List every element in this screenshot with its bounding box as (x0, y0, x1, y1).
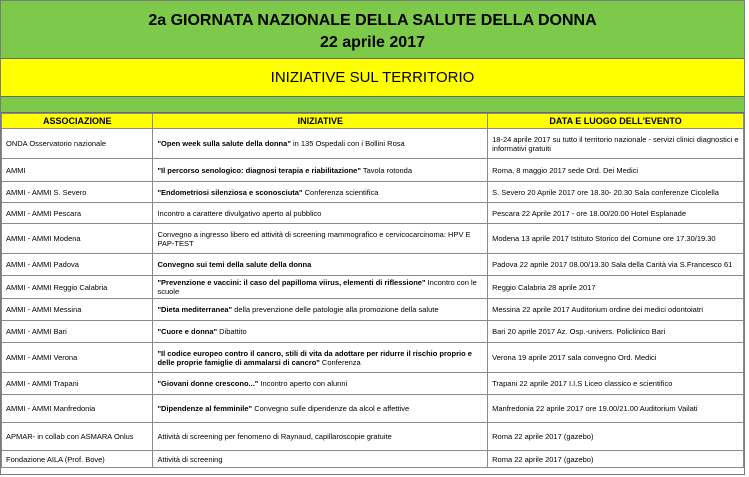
initiative-title: "Prevenzione e vaccini: il caso del papilloma viirus, elementi di riflessione" (157, 278, 426, 287)
association-cell: AMMI - AMMI Pescara (2, 203, 153, 224)
table-row (2, 395, 744, 423)
association-cell: AMMI - AMMI Modena (2, 224, 153, 254)
association-cell: AMMI - AMMI Bari (2, 321, 153, 343)
initiative-description: Convegno sulle dipendenze da alcol e affettive (252, 404, 410, 413)
event-cell: Bari 20 aprile 2017 Az. Osp.-univers. Policlinico Bari (488, 321, 744, 343)
initiative-title: "Dipendenze al femminile" (157, 404, 253, 413)
event-cell: Reggio Calabria 28 aprile 2017 (488, 276, 744, 299)
header-data-luogo: DATA E LUOGO DELL'EVENTO (488, 114, 744, 129)
table-row (2, 276, 744, 299)
table-row (2, 224, 744, 254)
association-cell: ONDA Osservatorio nazionale (2, 129, 153, 159)
table-header-row (2, 114, 744, 129)
event-cell: Trapani 22 aprile 2017 I.I.S Liceo classico e scientifico (488, 373, 744, 395)
initiative-cell (153, 129, 488, 159)
initiative-description: Attività di screening (157, 454, 223, 464)
event-cell: Manfredonia 22 aprile 2017 ore 19.00/21.00 Auditorium Vailati (488, 395, 744, 423)
initiative-description: Attività di screening per fenomeno di Raynaud, capillaroscopie gratuite (157, 432, 392, 441)
initiative-cell (153, 182, 488, 203)
initiative-cell (153, 451, 488, 468)
initiative-cell (153, 373, 488, 395)
initiative-title: "Giovani donne crescono..." (157, 379, 259, 388)
initiative-cell (153, 423, 488, 451)
initiative-description: in 135 Ospedali con i Bollini Rosa (290, 139, 405, 148)
initiative-title: Convegno sui temi della salute della donna (157, 260, 312, 269)
page-title: 2a GIORNATA NAZIONALE DELLA SALUTE DELLA DONNA (148, 12, 597, 29)
association-cell: AMMI - AMMI Verona (2, 343, 153, 373)
association-cell: APMAR- in collab con ASMARA Onlus (2, 423, 153, 451)
subtitle-banner (1, 59, 744, 97)
green-divider (1, 97, 744, 113)
initiative-description: Conferenza scientifica (302, 187, 379, 197)
initiative-cell (153, 203, 488, 224)
initiative-description: Dibattito (217, 327, 247, 336)
initiatives-table (1, 113, 744, 468)
initiative-description: Convegno a ingresso libero ed attività di screening mammografico e cervicocarcinoma: HPV E PAP-TEST (157, 229, 471, 248)
initiative-cell (153, 395, 488, 423)
table-row (2, 373, 744, 395)
table-row (2, 159, 744, 182)
initiative-description: Incontro a carattere divulgativo aperto al pubblico (157, 208, 322, 218)
initiative-title: "Open week sulla salute della donna" (157, 139, 291, 148)
association-cell: AMMI - AMMI S. Severo (2, 182, 153, 203)
event-cell: Roma, 8 maggio 2017 sede Ord. Dei Medici (488, 159, 744, 182)
event-cell: Roma 22 aprile 2017 (gazebo) (488, 423, 744, 451)
association-cell: AMMI - AMMI Messina (2, 299, 153, 321)
initiative-cell (153, 224, 488, 254)
initiative-cell (153, 159, 488, 182)
initiative-cell (153, 343, 488, 373)
association-cell: AMMI - AMMI Manfredonia (2, 395, 153, 423)
initiative-description: della prevenzione delle patologie alla promozione della salute (232, 305, 439, 314)
table-row (2, 451, 744, 468)
initiative-title: "Il percorso senologico: diagnosi terapia e riabilitazione" (157, 165, 361, 175)
initiative-cell (153, 254, 488, 276)
event-cell: S. Severo 20 Aprile 2017 ore 18.30- 20.30 Sala conferenze Cicolella (488, 182, 744, 203)
event-cell: Messina 22 aprile 2017 Auditorium ordine dei medici odontoiatri (488, 299, 744, 321)
association-cell: AMMI (2, 159, 153, 182)
table-row (2, 254, 744, 276)
initiative-title: "Cuore e donna" (157, 327, 218, 336)
association-cell: AMMI - AMMI Reggio Calabria (2, 276, 153, 299)
table-row (2, 182, 744, 203)
table-row (2, 129, 744, 159)
initiative-cell (153, 299, 488, 321)
initiative-description: Conferenza (319, 357, 361, 367)
table-row (2, 321, 744, 343)
page-subtitle: INIZIATIVE SUL TERRITORIO (270, 69, 475, 86)
event-cell: Verona 19 aprile 2017 sala convegno Ord. Medici (488, 343, 744, 373)
table-row (2, 343, 744, 373)
initiative-title: "Dieta mediterranea" (157, 305, 233, 314)
association-cell: AMMI - AMMI Trapani (2, 373, 153, 395)
page-date: 22 aprile 2017 (320, 34, 425, 51)
initiative-description: Tavola rotonda (360, 165, 413, 175)
table-row (2, 203, 744, 224)
event-cell: Padova 22 aprile 2017 08.00/13.30 Sala della Carità via S.Francesco 61 (488, 254, 744, 276)
association-cell: Fondazione AILA (Prof. Bove) (2, 451, 153, 468)
initiative-cell (153, 276, 488, 299)
initiative-title: "Il codice europeo contro il cancro, stili di vita da adottare per ridurre il rischio proprio e delle proprie famiglie di ammalarsi di cancro" (157, 348, 472, 367)
initiative-cell (153, 321, 488, 343)
title-banner (1, 1, 744, 59)
header-associazione: ASSOCIAZIONE (2, 114, 153, 129)
header-iniziative: INIZIATIVE (153, 114, 488, 129)
event-cell: Pescara 22 Aprile 2017 - ore 18.00/20.00 Hotel Esplanade (488, 203, 744, 224)
table-row (2, 299, 744, 321)
initiative-description: Incontro con le scuole (157, 278, 477, 296)
table-row (2, 423, 744, 451)
initiative-description: Incontro aperto con alunni (258, 379, 348, 388)
event-cell: Roma 22 aprile 2017 (gazebo) (488, 451, 744, 468)
association-cell: AMMI - AMMI Padova (2, 254, 153, 276)
event-cell: Modena 13 aprile 2017 Istituto Storico del Comune ore 17.30/19.30 (488, 224, 744, 254)
initiative-title: "Endometriosi silenziosa e sconosciuta" (157, 187, 303, 197)
event-cell: 18-24 aprile 2017 su tutto il territorio nazionale - servizi clinici diagnostici e informativi gratuiti (488, 129, 744, 159)
